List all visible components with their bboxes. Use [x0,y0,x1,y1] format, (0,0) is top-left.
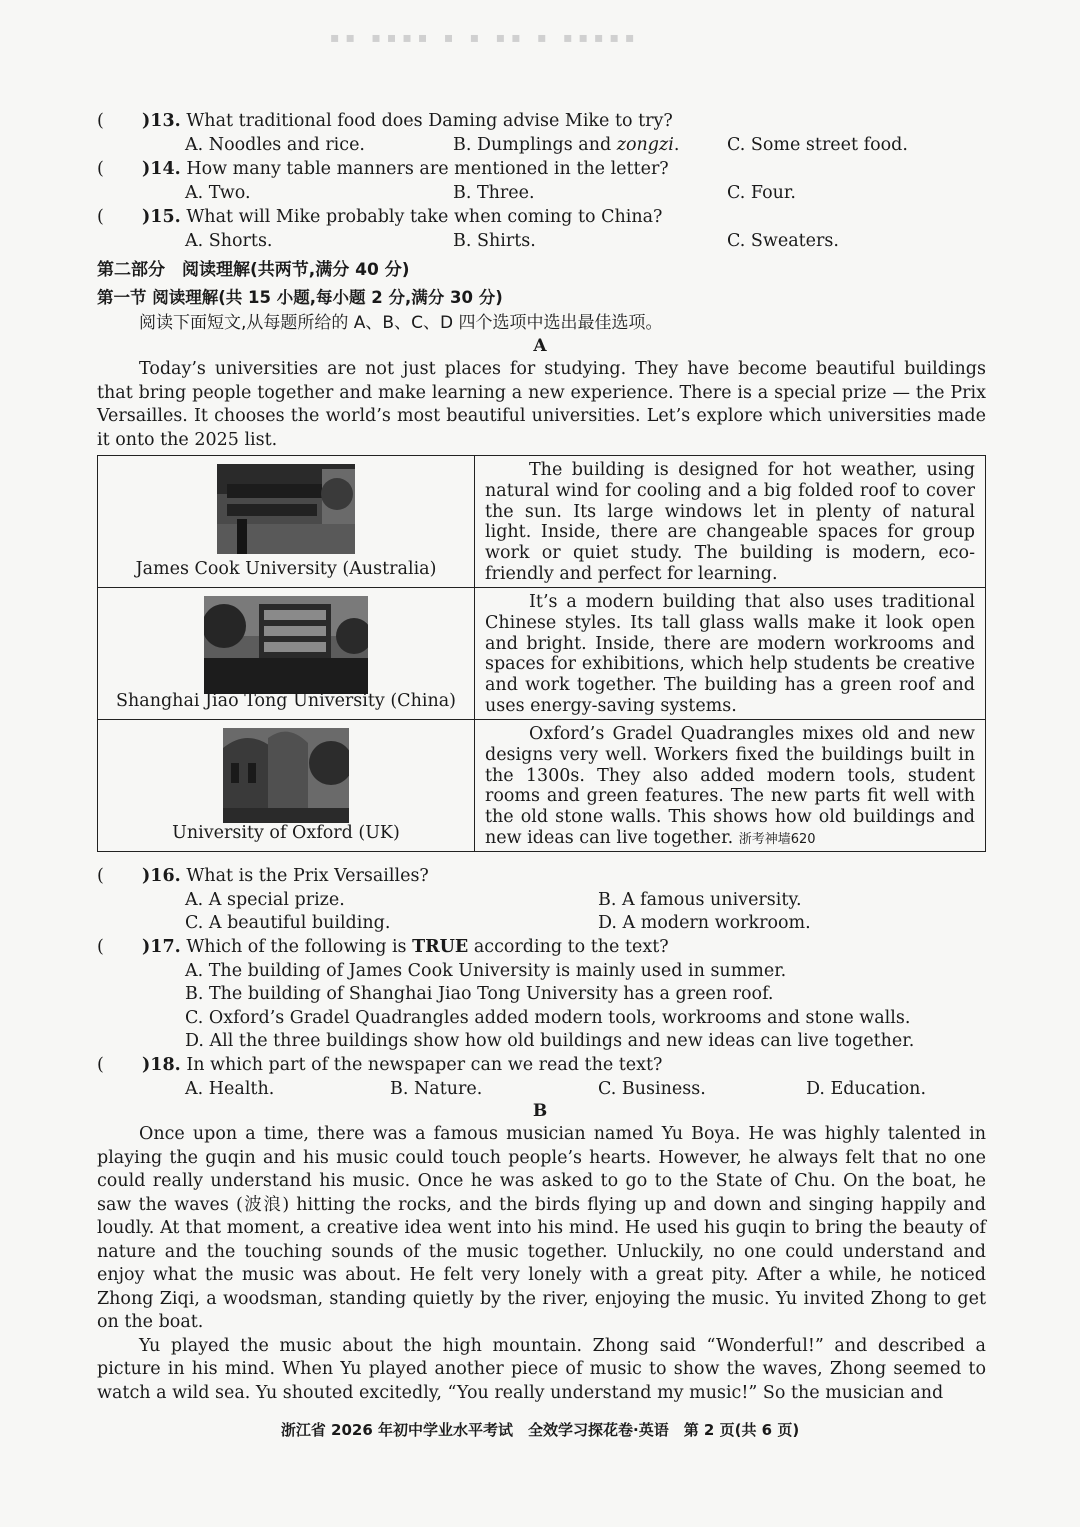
q14-option-a: A. Two. [185,183,251,203]
oxford-description: Oxford’s Gradel Quadrangles mixes old and new designs very well. Workers fixed the buildings built in the 1300s. They also added modern tools, student rooms and green features. The new parts fit well with the old stone walls. This shows how old buildings and new ideas can live together. 浙考神墙620 [475,720,986,852]
oxford-image-cell [98,720,475,852]
watermark: 浙考神墙620 [738,831,816,847]
q17-option-a: A. The building of James Cook University is mainly used in summer. [185,961,787,981]
oxford-building-photo [223,728,349,823]
section1-title: 第一节 阅读理解(共 15 小题,每小题 2 分,满分 30 分) [97,288,503,307]
question-15: ( )15. What will Mike probably take when coming to China? [97,207,663,227]
sjtu-image-cell [98,588,475,720]
page-footer: 浙江省 2026 年初中学业水平考试 全效学习探花卷·英语 第 2 页(共 6 页) [280,1421,800,1439]
passage-b-label: B [532,1101,548,1121]
sjtu-description: It’s a modern building that also uses traditional Chinese styles. Its tall glass walls make it look open and bright. Inside, there are modern workrooms and spaces for exhibitions, which help students be creative and work together. The building has a green roof and uses energy-saving systems. [475,588,986,720]
q14-option-b: B. Three. [453,183,535,203]
q17-option-c: C. Oxford’s Gradel Quadrangles added modern tools, workrooms and stone walls. [185,1008,911,1028]
q16-option-d: D. A modern workroom. [598,913,811,933]
q18-option-c: C. Business. [598,1079,706,1099]
q15-option-a: A. Shorts. [185,231,273,251]
question-14: ( )14. How many table manners are mentioned in the letter? [97,159,669,179]
q13-option-b: B. Dumplings and zongzi. [453,135,680,155]
q15-option-c: C. Sweaters. [727,231,839,251]
question-17: ( )17. Which of the following is TRUE according to the text? [97,937,669,957]
jcu-image-cell [98,456,475,588]
jcu-caption: James Cook University (Australia) [135,559,437,579]
instruction: 阅读下面短文,从每题所给的 A、B、C、D 四个选项中选出最佳选项。 [139,313,663,333]
part2-title: 第二部分 阅读理解(共两节,满分 40 分) [97,260,410,280]
jcu-building-photo [217,464,355,554]
q18-option-a: A. Health. [185,1079,275,1099]
q17-option-b: B. The building of Shanghai Jiao Tong University has a green roof. [185,984,774,1004]
table-row [98,720,986,852]
q13-option-a: A. Noodles and rice. [185,135,365,155]
header-faded-text: ▪▪ ▪▪▪▪ ▪ ▪ ▪▪ ▪ ▪▪▪▪▪ [330,30,641,46]
q13-option-c: C. Some street food. [727,135,908,155]
oxford-caption: University of Oxford (UK) [172,823,400,843]
q18-option-d: D. Education. [806,1079,927,1099]
sjtu-building-photo [204,596,368,694]
question-16: ( )16. What is the Prix Versailles? [97,866,429,886]
question-18: ( )18. In which part of the newspaper can we read the text? [97,1055,663,1075]
q18-option-b: B. Nature. [390,1079,483,1099]
q16-option-a: A. A special prize. [185,890,345,910]
passage-a-text: Today’s universities are not just places for studying. They have become beautiful buildings that bring people together and make learning a new experience. There is a special prize — the Prix Versailles. It chooses the world’s most beautiful universities. Let’s explore which universities made it onto the 2025 list. [97,359,986,450]
q16-option-b: B. A famous university. [598,890,802,910]
q16-option-c: C. A beautiful building. [185,913,391,933]
sjtu-caption: Shanghai Jiao Tong University (China) [116,691,456,711]
passage-b-text: Once upon a time, there was a famous musician named Yu Boya. He was highly talented in playing the guqin and his music could touch people’s hearts. However, he always felt that no one could really understand his music. Once he was asked to go to the State of Chu. On the boat, he saw the waves (波浪) hitting the rocks, and the birds flying up and down and singing happily and loudly. At that moment, a creative idea went into his mind. He used his guqin to bring the beauty of nature and the touching sounds of the music together. Unluckily, no one could understand and enjoy what the music was about. He felt very lonely with a great pity. After a while, he noticed Zhong Ziqi, a woodsman, standing quietly by the river, enjoying the music. Yu invited Zhong to get on the boat. Yu played the music about the high mountain. Zhong said “Wonderful!” and described a picture in his mind. When Yu played another piece of music to show the waves, Zhong seemed to watch a wild sea. Yu shouted excitedly, “You really understand my music!” So the musician and [97,1124,986,1403]
passage-a-label: A [533,336,547,356]
universities-table [97,455,986,852]
q14-option-c: C. Four. [727,183,796,203]
q17-option-d: D. All the three buildings show how old buildings and new ideas can live together. [185,1031,915,1051]
question-13: ( )13. What traditional food does Daming advise Mike to try? [97,111,673,131]
jcu-description: The building is designed for hot weather, using natural wind for cooling and a big folded roof to cover the sun. Its large windows let in plenty of natural light. Inside, there are changeable spaces for group work or quiet study. The building is modern, eco-friendly and perfect for learning. [475,456,986,588]
q15-option-b: B. Shirts. [453,231,536,251]
table-row [98,456,986,588]
table-row [98,588,986,720]
